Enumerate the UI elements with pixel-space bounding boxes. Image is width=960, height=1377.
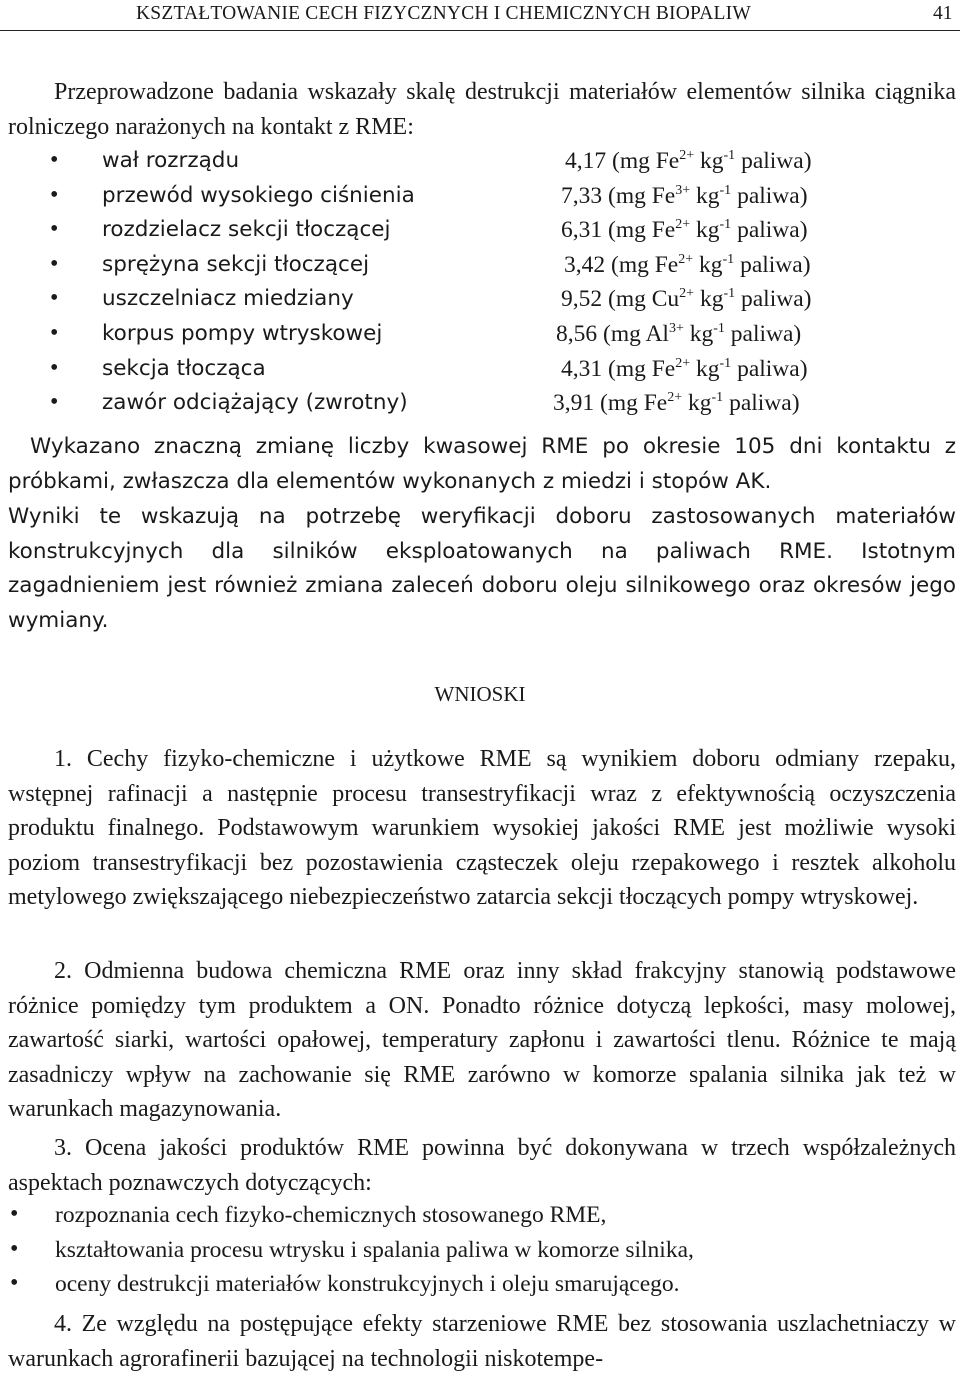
component-name: sekcja tłocząca: [102, 355, 266, 381]
aspect-text: kształtowania procesu wtrysku i spalania paliwa w komorze silnika,: [55, 1236, 694, 1263]
component-value: 7,33 (mg $Fe^{3+}$ $kg^{-1}$ paliwa): [561, 182, 808, 209]
component-value: 3,42 (mg $Fe^{2+}$ $kg^{-1}$ paliwa): [564, 251, 811, 278]
component-value: 4,17 (mg $Fe^{2+}$ $kg^{-1}$ paliwa): [565, 148, 812, 174]
bullet: •: [50, 147, 59, 173]
component-value: 8,56 (mg $Al^{3+}$ $kg^{-1}$ paliwa): [556, 320, 802, 347]
bullet: •: [10, 1270, 19, 1297]
component-value: 4,31 (mg $Fe^{2+}$ $kg^{-1}$ paliwa): [561, 355, 808, 382]
component-value: 3,91 (mg $Fe^{2+}$ $kg^{-1}$ paliwa): [553, 390, 800, 417]
bullet: •: [50, 216, 59, 243]
bullet: •: [10, 1201, 19, 1227]
aspects-list: [0, 1201, 960, 1305]
component-name: korpus pompy wtryskowej: [102, 320, 383, 346]
component-name: wał rozrządu: [102, 148, 240, 173]
bullet: •: [50, 354, 59, 381]
running-header: [0, 0, 960, 31]
list-item: [0, 1201, 960, 1236]
component-value: 6,31 (mg $Fe^{2+}$ $kg^{-1}$ paliwa): [561, 217, 808, 244]
list-item: [0, 145, 960, 180]
component-name: uszczelniacz miedziany: [102, 286, 354, 312]
component-name: zawór odciążający (zwrotny): [102, 390, 408, 416]
bullet: •: [50, 285, 59, 312]
aspect-text: oceny destrukcji materiałów konstrukcyjnych i oleju smarującego.: [55, 1271, 680, 1298]
list-item: [0, 318, 960, 353]
intro-paragraph: Przeprowadzone badania wskazały skalę destrukcji materiałów elementów silnika ciągnika rolniczego narażonych na kontakt z RME:: [8, 79, 956, 140]
metal-destruction-list: [0, 145, 960, 422]
bullet: •: [50, 250, 59, 277]
list-item: [0, 214, 960, 249]
bullet: •: [50, 181, 59, 208]
conclusion-4: 4. Ze względu na postępujące efekty starzeniowe RME bez stosowania uszlachetniaczy w warunkach agrorafinerii bazującej na technologii niskotempe-: [8, 1311, 956, 1372]
component-name: przewód wysokiego ciśnienia: [102, 182, 415, 208]
verification-paragraph: Wyniki te wskazują na potrzebę weryfikacji doboru zastosowanych materiałów konstrukcyjnych dla silników eksploatowanych na paliwach RME. Istotnym zagadnieniem jest również zmiana zaleceń doboru oleju silnikowego oraz okresów jego wymiany.: [8, 504, 956, 633]
conclusion-2: 2. Odmienna budowa chemiczna RME oraz inny skład frakcyjny stanowią podstawowe różnice pomiędzy tym produktem a ON. Ponadto różnice dotyczą lepkości, masy molowej, zawartość siarki, wartości opałowej, temperatury zapłonu i zawartości tlenu. Różnice te mają zasadniczy wpływ na zachowanie się RME zarówno w komorze spalania silnika jak też w warunkach magazynowania.: [8, 958, 956, 1123]
component-value: 9,52 (mg $Cu^{2+}$ $kg^{-1}$ paliwa): [561, 286, 812, 313]
list-item: [0, 180, 960, 215]
list-item: [0, 1236, 960, 1271]
component-name: rozdzielacz sekcji tłoczącej: [102, 217, 391, 243]
list-item: [0, 283, 960, 318]
list-item: [0, 1270, 960, 1305]
conclusions-heading: WNIOSKI: [434, 682, 526, 706]
running-title: KSZTAŁTOWANIE CECH FIZYCZNYCH I CHEMICZNYCH BIOPALIW: [136, 3, 751, 24]
bullet: •: [50, 319, 59, 346]
aspect-text: rozpoznania cech fizyko-chemicznych stosowanego RME,: [55, 1202, 607, 1228]
page-number: 41: [933, 3, 953, 24]
list-item: [0, 387, 960, 422]
bullet: •: [50, 389, 59, 416]
bullet: •: [10, 1235, 19, 1262]
list-item: [0, 249, 960, 284]
component-name: sprężyna sekcji tłoczącej: [102, 251, 370, 277]
conclusion-3: 3. Ocena jakości produktów RME powinna być dokonywana w trzech współzależnych aspektach poznawczych dotyczących:: [8, 1135, 956, 1196]
acid-number-paragraph: Wykazano znaczną zmianę liczby kwasowej RME po okresie 105 dni kontaktu z próbkami, zwłaszcza dla elementów wykonanych z miedzi i stopów AK.: [8, 434, 956, 494]
list-item: [0, 353, 960, 388]
conclusion-1: 1. Cechy fizyko-chemiczne i użytkowe RME są wynikiem doboru odmiany rzepaku, wstępnej rafinacji a następnie procesu transestryfikacji wraz z efektywnością oczyszczenia produktu finalnego. Podstawowym warunkiem wysokiej jakości RME jest możliwie wysoki poziom transestryfikacji bez pozostawienia cząsteczek oleju rzepakowego i resztek alkoholu metylowego zwiększającego niebezpieczeństwo zatarcia sekcji tłoczących pompy wtryskowej.: [8, 746, 956, 911]
